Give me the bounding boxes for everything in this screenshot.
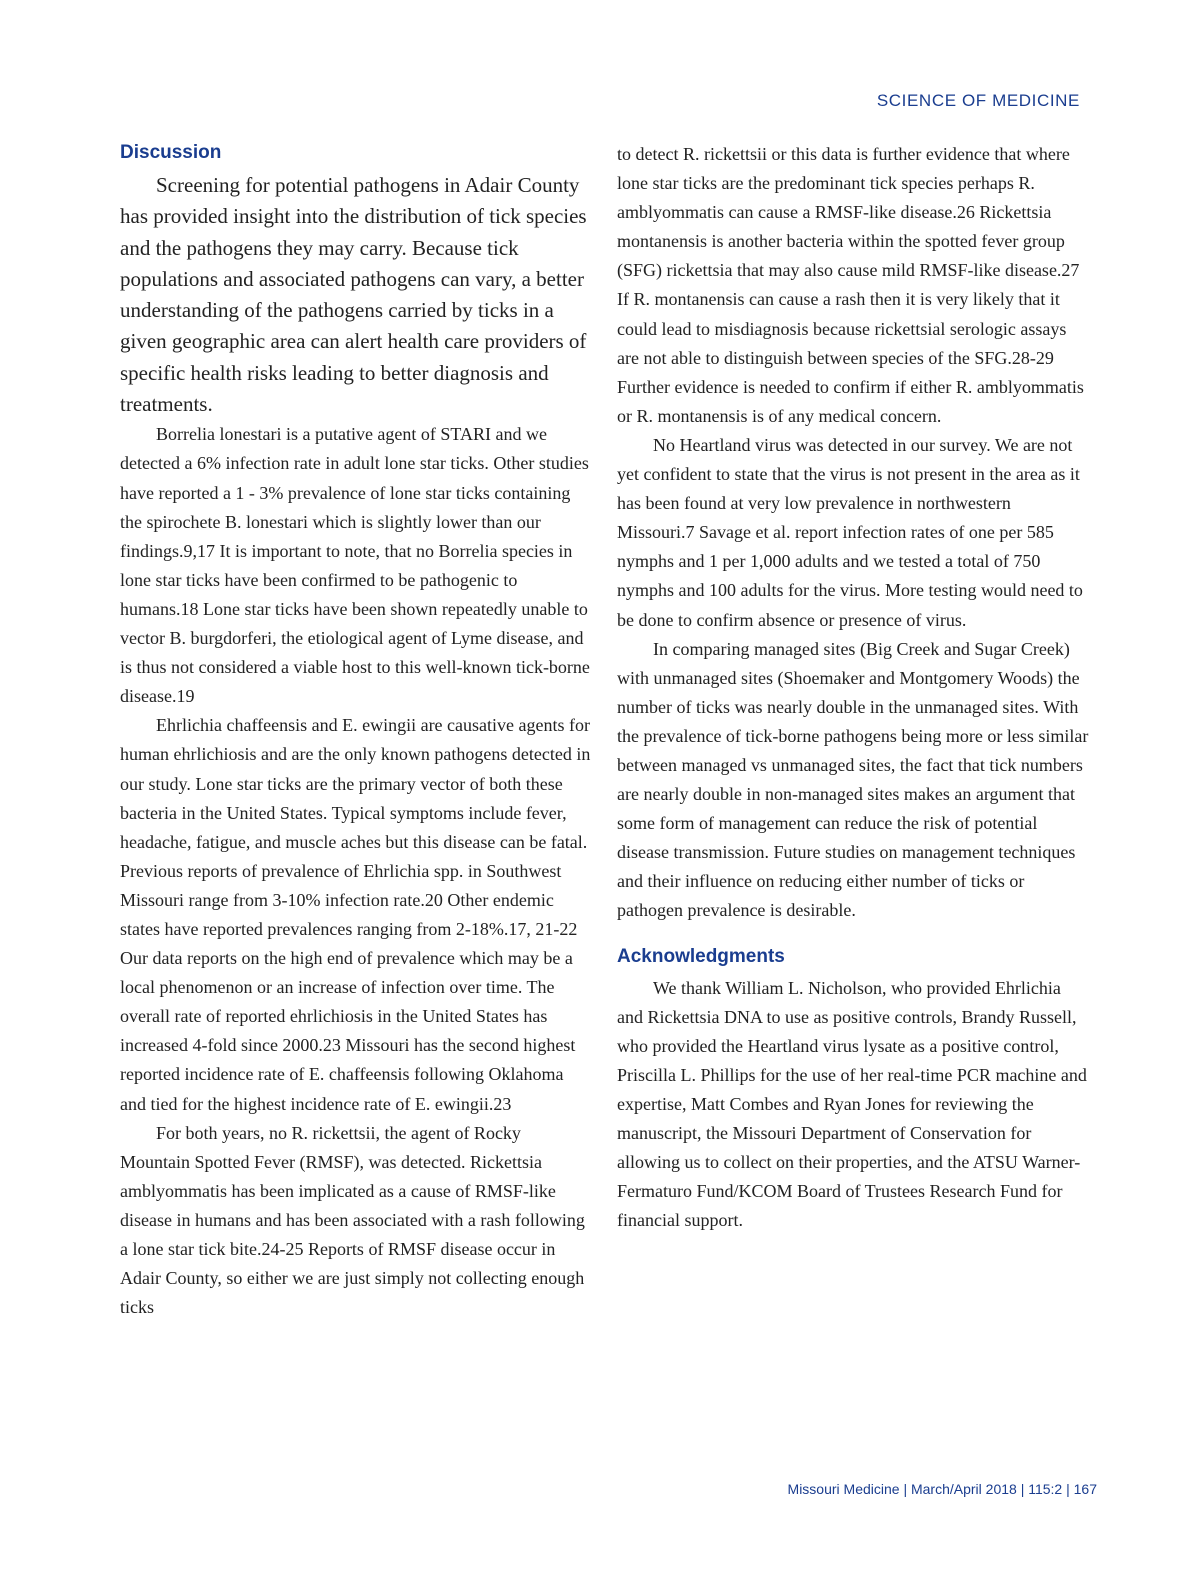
left-column: [120, 140, 592, 1322]
managed-sites-paragraph: In comparing managed sites (Big Creek and Sugar Creek) with unmanaged sites (Shoemaker and Montgomery Woods) the number of ticks was nearly double in the unmanaged sites. With the prevalence of tick-borne pathogens being more or less similar between managed vs unmanaged sites, the fact that tick numbers are nearly double in non-managed sites makes an argument that some form of management can reduce the risk of potential disease transmission. Future studies on management techniques and their influence on reducing either number of ticks or pathogen prevalence is desirable.: [617, 638, 1089, 921]
section-header: SCIENCE OF MEDICINE: [876, 91, 1080, 110]
section-spacer: [617, 926, 1091, 944]
heartland-paragraph: No Heartland virus was detected in our survey. We are not yet confident to state that the virus is not present in the area as it has been found at very low prevalence in northwestern Missouri.7 Savage et al. report infection rates of one per 585 nymphs and 1 per 1,000 adults and we tested a total of 750 nymphs and 100 adults for the virus. More testing would need to be done to confirm absence or presence of virus.: [617, 434, 1083, 630]
page-footer-citation: Missouri Medicine | March/April 2018 | 115:2 | 167: [787, 1481, 1097, 1497]
ehrlichia-paragraph: Ehrlichia chaffeensis and E. ewingii are causative agents for human ehrlichiosis and are the only known pathogens detected in our study. Lone star ticks are the primary vector of both these bacteria in the United States. Typical symptoms include fever, headache, fatigue, and muscle aches but this disease can be fatal. Previous reports of prevalence of Ehrlichia spp. in Southwest Missouri range from 3-10% infection rate.20 Other endemic states have reported prevalences ranging from 2-18%.17, 21-22 Our data reports on the high end of prevalence which may be a local phenomenon or an increase of infection over time. The overall rate of reported ehrlichiosis in the United States has increased 4-fold since 2000.23 Missouri has the second highest reported incidence rate of E. chaffeensis following Oklahoma and tied for the highest incidence rate of E. ewingii.23: [120, 715, 591, 1114]
right-column: [617, 140, 1091, 1235]
acknowledgments-heading: Acknowledgments: [617, 945, 785, 967]
rickettsia-continued-paragraph: to detect R. rickettsii or this data is further evidence that where lone star ticks are the predominant tick species perhaps R. amblyommatis can cause a RMSF-like disease.26 Rickettsia montanensis is another bacteria within the spotted fever group (SFG) rickettsia that may also cause mild RMSF-like disease.27 If R. montanensis can cause a rash then it is very likely that it could lead to misdiagnosis because rickettsial serologic assays are not able to distinguish between species of the SFG.28-29 Further evidence is needed to confirm if either R. amblyommatis or R. montanensis is of any medical concern.: [617, 144, 1084, 426]
acknowledgments-paragraph: We thank William L. Nicholson, who provided Ehrlichia and Rickettsia DNA to use as positive controls, Brandy Russell, who provided the Heartland virus lysate as a positive control, Priscilla L. Phillips for the use of her real-time PCR machine and expertise, Matt Combes and Ryan Jones for reviewing the manuscript, the Missouri Department of Conservation for allowing us to collect on their properties, and the ATSU Warner-Fermaturo Fund/KCOM Board of Trustees Research Fund for financial support.: [617, 977, 1087, 1231]
rickettsia-paragraph: For both years, no R. rickettsii, the agent of Rocky Mountain Spotted Fever (RMSF), was detected. Rickettsia amblyommatis has been implicated as a cause of RMSF-like disease in humans and has been associated with a rash following a lone star tick bite.24-25 Reports of RMSF disease occur in Adair County, so either we are just simply not collecting enough ticks: [120, 1122, 585, 1318]
discussion-heading: Discussion: [120, 142, 222, 163]
discussion-lead-paragraph: Screening for potential pathogens in Adair County has provided insight into the distribution of tick species and the pathogens they may carry. Because tick populations and associated pathogens can vary, a better understanding of the pathogens carried by ticks in a given geographic area can alert health care providers of specific health risks leading to better diagnosis and treatments.: [120, 173, 587, 417]
borrelia-paragraph: Borrelia lonestari is a putative agent of STARI and we detected a 6% infection rate in adult lone star ticks. Other studies have reported a 1 - 3% prevalence of lone star ticks containing the spirochete B. lonestari which is slightly lower than our findings.9,17 It is important to note, that no Borrelia species in lone star ticks have been confirmed to be pathogenic to humans.18 Lone star ticks have been shown repeatedly unable to vector B. burgdorferi, the etiological agent of Lyme disease, and is thus not considered a viable host to this well-known tick-borne disease.19: [120, 424, 590, 707]
